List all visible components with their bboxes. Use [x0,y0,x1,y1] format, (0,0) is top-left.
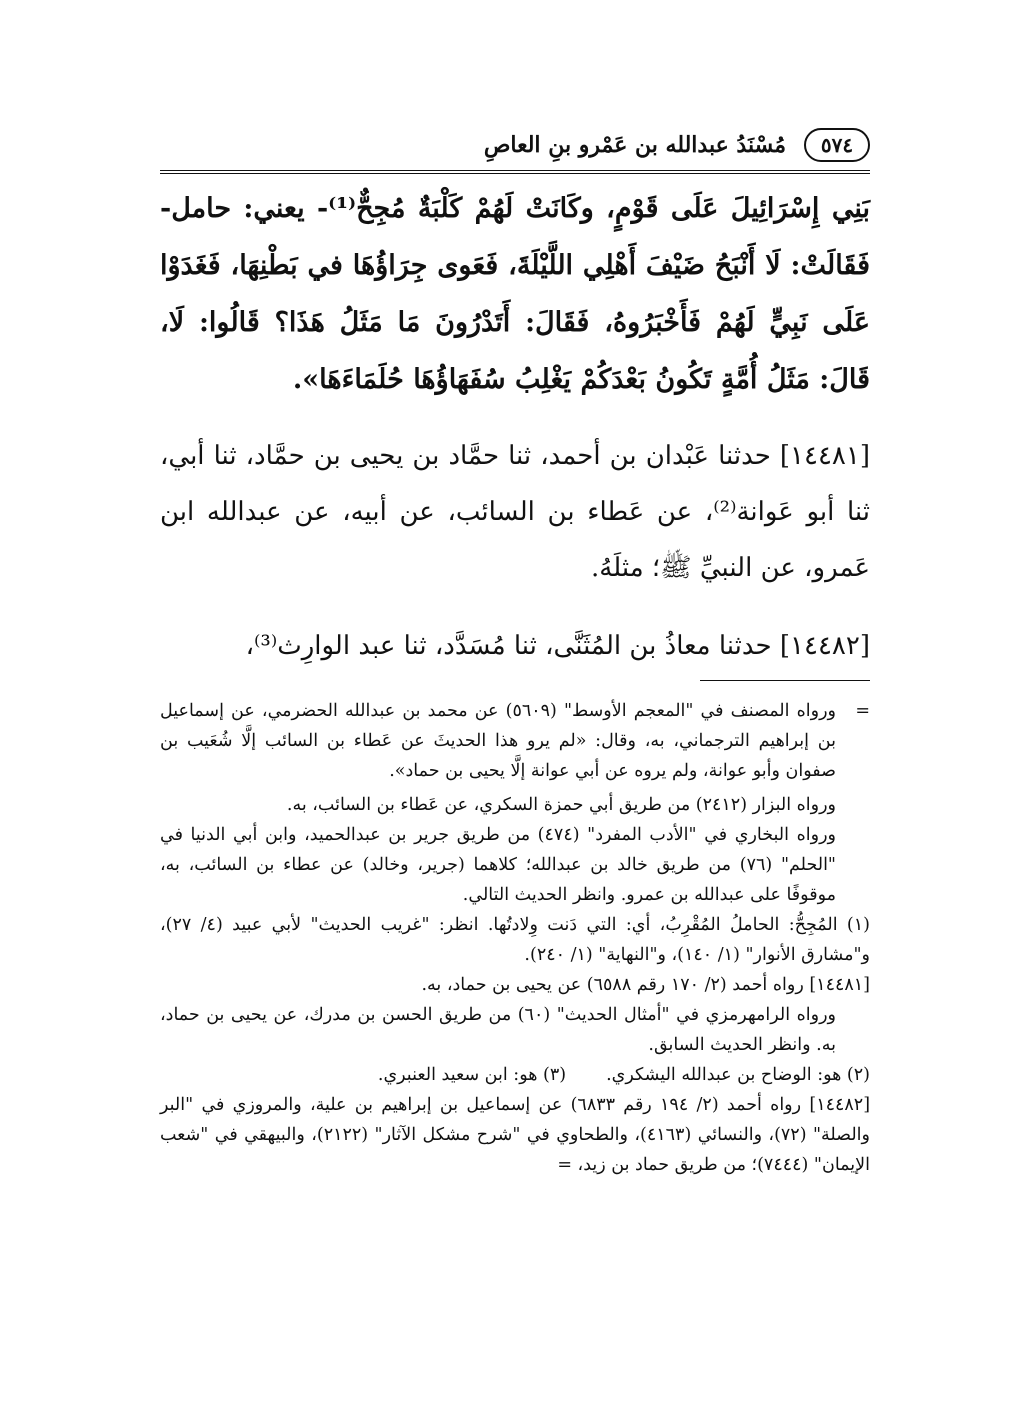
narration-14482: [١٤٤٨٢] حدثنا معاذُ بن المُثَنَّى، ثنا مُسَدَّد، ثنا عبد الوارِث⁽³⁾، [245,631,870,661]
main-text [160,180,870,674]
takhrij-14482: [١٤٤٨٢] رواه أحمد (٢/ ١٩٤ رقم ٦٨٣٣) عن إسماعيل بن إبراهيم بن علية، والمروزي في "البر والصلة" (٧٢)، والنسائي (٤١٦٣)، والطحاوي في "شرح مشكل الآثار" (٢١٢٢)، والبيهقي في "شعب الإيمان" (٧٤٤٤)؛ من طريق حماد بن زيد، = [160,1095,871,1175]
footnotes-2-3-row [160,1060,870,1090]
footnote-3: (٣) هو: ابن سعيد العنبري. [377,1065,567,1085]
hadith-text: بَنِي إِسْرَائِيلَ عَلَى قَوْمٍ، وكَانَتْ لَهُمْ كَلْبَةٌ مُجِحٌّ⁽¹⁾- يعني: حامل- فَقَالَتْ: لَا أَنْبَحُ ضَيْفَ أَهْلِي اللَّيْلَةَ، فَعَوى جِرَاؤُهَا في بَطْنِهَا، فَغَدَوْا عَلَى نَبِيٍّ لَهُمْ فَأَخْبَرُوهُ، فَقَالَ: أَتَدْرُونَ مَا مَثَلُ هَذَا؟ قَالُوا: لَا، قَالَ: مَثَلُ أُمَّةٍ تَكُونُ بَعْدَكُمْ يَغْلِبُ سُفَهَاؤُهَا حُلَمَاءَهَا». [160,193,870,395]
footnote-text: ورواه المصنف في "المعجم الأوسط" (٥٦٠٩) عن محمد بن عبدالله الحضرمي، عن إسماعيل بن إبراهيم الترجماني، به، وقال: «لم يرو هذا الحديثَ عن عَطاء بن السائب إلَّا شُعَيب بن صفوان وأبو عوانة، ولم يروه عن أبي عوانة إلَّا يحيى بن حماد». [160,701,836,781]
footnote-2: (٢) هو: الوضاح بن عبدالله اليشكري. [606,1065,870,1085]
footnote-continuation-3 [160,820,870,910]
footnote-continuation-1 [160,696,870,786]
takhrij-14481-b [160,1000,870,1060]
page-header [160,122,870,168]
continuation-mark: = [855,701,870,721]
footnote-1: (١) المُجِحُّ: الحاملُ المُقْرِبُ، أي: التي دَنت وِلادتُها. انظر: "غريب الحديث" لأبي عبيد (٤/ ٢٧)، و"مشارق الأنوار" (١/ ١٤٠)، و"النهاية" (١/ ٢٤٠). [160,915,870,965]
takhrij-14481-a: [١٤٤٨١] رواه أحمد (٢/ ١٧٠ رقم ٦٥٨٨) عن يحيى بن حماد، به. [421,975,870,995]
footnote-separator [700,680,870,681]
header-rule [160,170,870,174]
footnote-text: ورواه البزار (٢٤١٢) من طريق أبي حمزة السكري، عن عَطاء بن السائب، به. [286,795,836,815]
footnote-text: ورواه البخاري في "الأدب المفرد" (٤٧٤) من طريق جرير بن عبدالحميد، وابن أبي الدنيا في "الحلم" (٧٦) من طريق خالد بن عبدالله؛ كلاهما (جرير، وخالد) عن عطاء بن السائب، به، موقوفًا على عبدالله بن عمرو. وانظر الحديث التالي. [160,825,836,905]
narration-14481: [١٤٤٨١] حدثنا عَبْدان بن أحمد، ثنا حمَّاد بن يحيى بن حمَّاد، ثنا أبي، ثنا أبو عَوانة⁽²⁾، عن عَطاء بن السائب، عن أبيه، عن عبدالله ابن عَمرو، عن النبيِّ ﷺ؛ مثلَهُ. [160,441,870,583]
footnote-text: ورواه الرامهرمزي في "أمثال الحديث" (٦٠) من طريق الحسن بن مدرك، عن يحيى بن حماد، به. وانظر الحديث السابق. [160,1005,836,1055]
page-number-badge: ٥٧٤ [804,128,870,162]
running-title: مُسْنَدُ عبدالله بن عَمْرو بنِ العاصِ [483,132,786,158]
footnotes [160,696,870,1180]
footnote-continuation-2 [160,790,870,820]
